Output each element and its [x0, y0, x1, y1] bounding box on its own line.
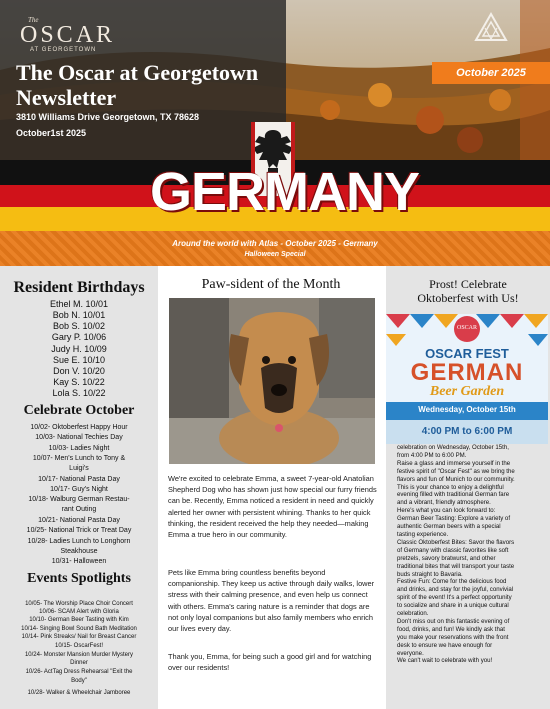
oscar-logo-wordmark: OSCAR	[20, 22, 116, 48]
prost-body-line: Don't miss out on this fantastic evening of	[397, 617, 510, 625]
prost-body-line: Raise a glass and immerse yourself in the	[397, 459, 511, 467]
pawsident-paragraph-1: We're excited to celebrate Emma, a sweet 7-year-old Anatolian Shepherd Dog who has shown just how special our furry friends can be. Recently, Emma noticed a resident in need and quickly alerted her owner with persistent whining. Thanks to her quick thinking, the resident received the help they needed—making Emma a true hero in our community.	[168, 474, 377, 540]
prost-body-line: traditional bites that will transport your taste	[397, 562, 515, 570]
flyer-date: Wednesday, October 15th	[418, 405, 516, 414]
prost-body-line: you make your reservations with the front	[397, 633, 509, 641]
event-item: 10/14- Singing Bowl Sound Bath Meditation	[21, 626, 137, 632]
address-line: 3810 Williams Drive Georgetown, TX 78628	[16, 112, 199, 122]
prost-body-line: authentic German beers with a special	[397, 523, 501, 531]
logo-subtitle: AT GEORGETOWN	[30, 47, 97, 53]
prost-body-line: food, drinks, and fun! We kindly ask that	[397, 625, 505, 633]
prost-body-line: spirit of the event! It's a perfect opportunity	[397, 594, 512, 602]
event-item: Body"	[71, 678, 87, 684]
celebrate-item: 10/03- National Techies Day	[35, 434, 123, 441]
celebrate-item: 10/31- Halloween	[51, 558, 107, 565]
celebrate-item: rant Outing	[61, 506, 97, 513]
event-item: 10/06- SCAM Alert with Gloria	[39, 609, 119, 615]
prost-body-line: flavors and fun of Munich to our community.	[397, 475, 515, 483]
prost-body-line: evening filled with traditional German fare	[397, 491, 510, 499]
birthday-item: Bob N. 10/01	[52, 310, 106, 320]
prost-body-line: festive spirit of "Oscar Fest" as we bring the	[397, 467, 515, 475]
flyer-logo: OSCAR	[456, 325, 477, 331]
prost-body-line: everyone.	[397, 649, 424, 657]
halloween-special-label: Halloween Special	[244, 251, 306, 258]
prost-body-line: Festive Fun: Come for the delicious food	[397, 578, 507, 586]
prost-body-line: and a vibrant, friendly atmosphere.	[397, 499, 491, 507]
prost-body-line: from 4:00 PM to 6:00 PM.	[397, 451, 467, 459]
birthday-item: Bob S. 10/02	[52, 321, 106, 331]
flyer-german: GERMAN	[410, 359, 524, 386]
celebrate-item: 10/02- Oktoberfest Happy Hour	[30, 424, 128, 431]
logo-the-text: The	[28, 16, 39, 24]
month-badge: October 2025	[432, 62, 550, 84]
prost-body-line: This is your chance to enjoy a delightful	[397, 483, 504, 491]
celebrate-item: Steakhouse	[60, 548, 98, 555]
atlas-banner	[0, 231, 550, 266]
prost-body-line: German Beer Tasting: Explore a variety of	[397, 515, 511, 523]
pawsident-paragraph-2: Pets like Emma bring countless benefits beyond companionship. They keep us active through daily walks, lower stress with their calming presence, and even help us connect with others. Emma's caring nature is a reminder that dogs are not only loyal companions but also family members who enrich our lives every day.	[168, 568, 375, 634]
prost-heading-line1: Prost! Celebrate	[429, 277, 507, 291]
flyer-time: 4:00 PM to 6:00 PM	[421, 426, 513, 437]
event-item: 10/24- Monster Mansion Murder Mystery	[24, 652, 134, 658]
prost-body-line: buds straight to Bavaria.	[397, 570, 463, 578]
celebrate-item: 10/18- Walburg German Restau-	[28, 496, 130, 503]
atlas-subtitle: Around the world with Atlas - October 2025 - Germany	[172, 239, 378, 248]
prost-body-line: pretzels, savory bratwurst, and other	[397, 554, 496, 562]
oscar-fest-flyer	[386, 314, 548, 444]
birthdays-heading: Resident Birthdays	[13, 279, 145, 296]
birthday-item: Judy H. 10/09	[51, 344, 107, 354]
event-item: 10/14- Pink Streaks/ Nail for Breast Cancer	[21, 634, 137, 640]
birthday-item: Kay S. 10/22	[53, 377, 105, 387]
celebrate-heading: Celebrate October	[23, 403, 135, 418]
germany-title: GERMANY	[150, 162, 420, 222]
issue-date: October1st 2025	[16, 128, 87, 138]
events-heading: Events Spotlights	[27, 571, 131, 586]
newsletter-title	[16, 60, 281, 110]
newsletter-title-line2: Newsletter	[16, 85, 117, 110]
prost-body-text	[397, 444, 547, 665]
prost-body-line: tasting experience.	[397, 530, 449, 538]
celebrate-item: 10/28- Ladies Lunch to Longhorn	[27, 538, 131, 545]
celebrate-item: Luigi's	[69, 465, 89, 472]
triangle-logo-icon	[474, 12, 508, 42]
event-item: 10/05- The Worship Place Choir Concert	[25, 601, 133, 607]
pawsident-heading: Paw-sident of the Month	[201, 277, 341, 292]
celebrate-item: 10/17- National Pasta Day	[38, 476, 120, 483]
prost-body-line: celebration on Wednesday, October 15th,	[397, 444, 509, 451]
dog-image	[169, 298, 375, 464]
event-item: 10/10- German Beer Tasting with Kim	[29, 617, 129, 623]
prost-body-line: Here's what you can look forward to:	[397, 507, 496, 515]
event-item: 10/28- Walker & Wheelchair Jamboree	[27, 690, 131, 696]
event-item: 10/15- OscarFest!	[54, 643, 104, 649]
celebrate-item: 10/21- National Pasta Day	[38, 517, 120, 524]
flyer-beer-garden: Beer Garden	[429, 384, 505, 399]
prost-body-line: to socialize and share in a unique cultural	[397, 602, 509, 610]
pawsident-paragraph-3: Thank you, Emma, for being such a good girl and for watching over our residents!	[168, 652, 372, 673]
event-item: Dinner	[70, 660, 88, 666]
newsletter-title-line1: The Oscar at Georgetown	[16, 60, 259, 85]
birthday-item: Sue E. 10/10	[52, 355, 106, 365]
prost-body-line: Classic Oktoberfest Bites: Savor the flavors	[397, 538, 515, 546]
celebrate-item: 10/07- Men's Lunch to Tony &	[32, 455, 126, 462]
celebrate-item: 10/17- Guy's Night	[50, 486, 108, 493]
prost-body-line: We can't wait to celebrate with you!	[397, 657, 493, 665]
birthday-item: Ethel M. 10/01	[49, 299, 109, 309]
event-item: 10/26- ActTag Dress Rehearsal "Exit the	[25, 669, 133, 675]
prost-body-line: celebration.	[397, 610, 429, 618]
prost-body-line: of Germany with classic favorites like soft	[397, 546, 509, 554]
celebrate-item: 10/25- National Trick or Treat Day	[26, 527, 132, 534]
prost-heading-line2: Oktoberfest with Us!	[417, 291, 519, 305]
prost-heading	[386, 277, 550, 305]
birthday-item: Lola S. 10/22	[52, 388, 106, 398]
birthday-item: Gary P. 10/06	[51, 332, 107, 342]
birthday-item: Don V. 10/20	[53, 366, 105, 376]
flyer-oscar-fest: OSCAR FEST	[425, 346, 509, 361]
prost-body-line: and drinks, and stay for the joyful, convivial	[397, 586, 514, 594]
celebrate-item: 10/03- Ladies Night	[48, 445, 110, 452]
dog-photo-emma	[169, 298, 375, 464]
prost-body-line: desk to ensure we have enough for	[397, 641, 493, 649]
